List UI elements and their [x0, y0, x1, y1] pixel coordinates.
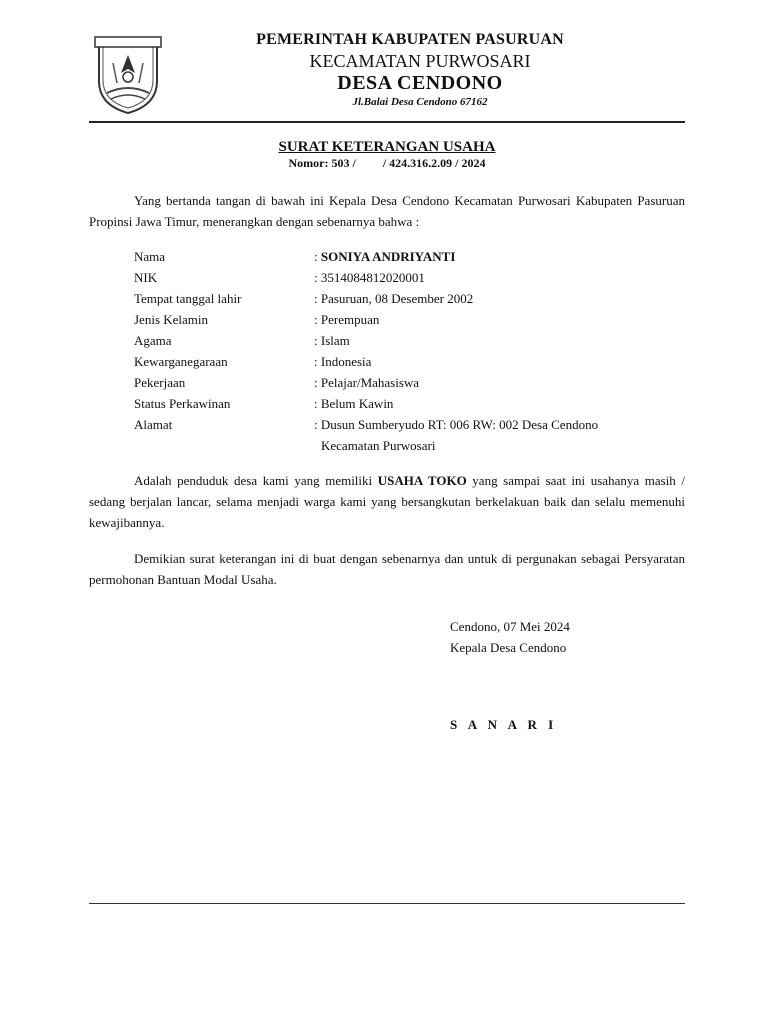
field-value: : 3514084812020001 [314, 270, 425, 285]
field-value: : Pelajar/Mahasiswa [314, 375, 420, 390]
address-continuation: Kecamatan Purwosari [321, 438, 436, 453]
regency-logo [93, 33, 163, 115]
p2-text-end: yang sampai saat ini usahanya masih / sedang berjalan lancar, selama menjadi warga kami yang bersangkutan berkelakuan baik dan selalu memenuhi kewajibannya. [89, 473, 685, 530]
header-divider [89, 121, 685, 123]
field-value: : SONIYA ANDRIYANTI [314, 249, 456, 264]
signatory-name: S A N A R I [450, 717, 558, 732]
closing-paragraph: Demikian surat keterangan ini di buat dengan sebenarnya dan untuk di pergunakan sebagai Persyaratan permohonan Bantuan Modal Usaha. [89, 551, 685, 587]
field-value: : Pasuruan, 08 Desember 2002 [314, 291, 474, 306]
field-label: Agama [134, 333, 172, 348]
field-value: : Dusun Sumberyudo RT: 006 RW: 002 Desa Cendono [314, 417, 599, 432]
field-label: Jenis Kelamin [134, 312, 209, 327]
field-value: : Islam [314, 333, 350, 348]
footer-divider [89, 903, 685, 904]
field-label: Nama [134, 249, 166, 264]
business-type: USAHA TOKO [377, 473, 467, 488]
letter-number: Nomor: 503 / / 424.316.2.09 / 2024 [288, 156, 486, 170]
header-village: DESA CENDONO [337, 72, 503, 94]
field-label: Kewarganegaraan [134, 354, 228, 369]
opening-paragraph: Yang bertanda tangan di bawah ini Kepala Desa Cendono Kecamatan Purwosari Kabupaten Pasuruan Propinsi Jawa Timur, menerangkan dengan sebenarnya bahwa : [89, 193, 685, 229]
header-government: PEMERINTAH KABUPATEN PASURUAN [256, 31, 564, 48]
field-label: Tempat tanggal lahir [134, 291, 242, 306]
signature-position: Kepala Desa Cendono [450, 640, 567, 655]
field-value: : Perempuan [314, 312, 380, 327]
field-label: Alamat [134, 417, 173, 432]
header-district: KECAMATAN PURWOSARI [309, 51, 531, 71]
field-label: Status Perkawinan [134, 396, 231, 411]
field-value: : Belum Kawin [314, 396, 394, 411]
p2-text-start: Adalah penduduk desa kami yang memiliki [134, 473, 378, 488]
letter-title: SURAT KETERANGAN USAHA [278, 139, 496, 155]
field-label: NIK [134, 270, 158, 285]
field-label: Pekerjaan [134, 375, 186, 390]
header-address: Jl.Balai Desa Cendono 67162 [352, 96, 488, 108]
field-value: : Indonesia [314, 354, 372, 369]
business-paragraph [89, 470, 685, 533]
name-value: SONIYA ANDRIYANTI [320, 249, 456, 264]
signature-place-date: Cendono, 07 Mei 2024 [450, 619, 570, 634]
